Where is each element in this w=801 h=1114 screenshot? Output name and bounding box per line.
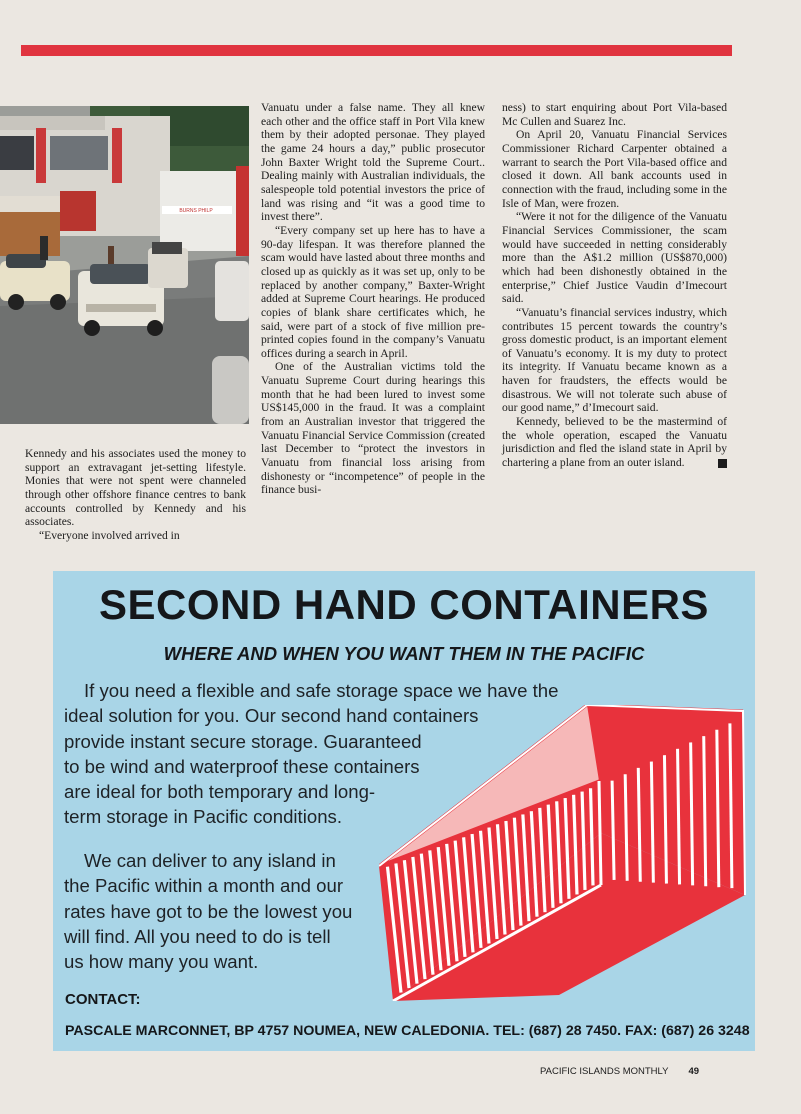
ad-title: SECOND HAND CONTAINERS	[99, 581, 709, 628]
container-door-rib	[664, 755, 666, 883]
ad-line: will find. All you need to do is tell	[64, 925, 331, 947]
article-paragraph: Kennedy and his associates used the money to support an extravagant jet-setting lifestyle. Monies that were not spent were channeled through other offshore finance centres to bank accounts controlled by Kennedy and his associates.	[25, 447, 246, 529]
article-paragraph: “Every company set up here has to have a 90-day lifespan. It was therefore planned the scam would have lasted about three months and closed up as quickly as it was set up, only to be replaced by another company,” Baxter-Wright added at Supreme Court hearings. He produced copies of blank share certificates which, he said, were part of a stock of five million pre-printed copies found in the company’s Vanuatu offices during a search in April.	[261, 223, 485, 360]
publication-name: PACIFIC ISLANDS MONTHLY	[540, 1066, 669, 1077]
ad-line: If you need a flexible and safe storage space we have the	[84, 680, 559, 701]
ad-line: the Pacific within a month and our	[64, 875, 344, 897]
container-door-rib	[651, 762, 653, 883]
container-door-rib	[678, 749, 680, 885]
top-red-rule	[21, 45, 732, 56]
ad-line: ideal solution for you. Our second hand containers	[64, 705, 479, 727]
end-of-article-mark	[718, 459, 727, 468]
ad-subtitle: WHERE AND WHEN YOU WANT THEM IN THE PACIFIC	[163, 643, 645, 664]
article-column-2	[261, 101, 485, 497]
ad-line: We can deliver to any island in	[84, 850, 336, 871]
article-paragraph: Vanuatu under a false name. They all knew each other and the office staff in Port Vila knew them by their adopted personae. They played the game 24 hours a day,” public prosecutor John Baxter Wright told the Supreme Court.. Dealing mainly with Australian individuals, the salespeople told potential investors the price of land was rising and “it was a good time to invest there”.	[261, 101, 485, 224]
article-paragraph: On April 20, Vanuatu Financial Services Commissioner Richard Carpenter obtained a warrant to search the Port Vila-based office and closed it down. All bank accounts used in connection with the fraud, including some in the Isle of Man, were frozen.	[502, 128, 727, 210]
shop-sign: BURNS PHILP	[179, 208, 213, 214]
street-photo	[0, 106, 249, 424]
article-paragraph: “Everyone involved arrived in	[39, 528, 180, 542]
ad-line: provide instant secure storage. Guaranteed	[64, 730, 422, 752]
container-door-rib	[625, 774, 627, 881]
container-advertisement	[53, 571, 755, 1051]
contact-details: PASCALE MARCONNET, BP 4757 NOUMEA, NEW CALEDONIA. TEL: (687) 28 7450. FAX: (687) 26 3248	[65, 1023, 750, 1039]
article-paragraph: ness) to start enquiring about Port Vila-based Mc Cullen and Suarez Inc.	[502, 101, 727, 128]
ad-line: are ideal for both temporary and long-	[64, 781, 376, 803]
article-final-text: Kennedy, believed to be the mastermind of the whole operation, escaped the Vanuatu jurisdiction and fled the island state in April by chartering a plane from an outer island.	[502, 415, 727, 470]
article-paragraph: “Vanuatu’s financial services industry, which contributes 15 percent towards the country’s gross domestic product, is an important element of Vanuatu’s economy. It is my duty to protect its integrity. If Vanuatu became known as a haven for fraudsters, the effects would be disastrous. We will not tolerate such abuse of our good name,” d’Imecourt said.	[502, 305, 727, 415]
container-door-rib	[691, 742, 693, 885]
ad-line: us how many you want.	[64, 951, 259, 973]
container-door-rib	[612, 781, 614, 880]
article-paragraph	[502, 415, 727, 470]
ad-paragraph-2	[64, 848, 384, 974]
contact-label: CONTACT:	[65, 991, 141, 1008]
ad-line: to be wind and waterproof these containers	[64, 755, 420, 777]
container-door-rib	[717, 730, 719, 887]
article-column-1	[25, 447, 246, 543]
article-column-3	[502, 101, 727, 470]
ad-paragraph-1	[64, 678, 564, 830]
page-number: 49	[688, 1066, 700, 1077]
container-door-rib	[638, 768, 640, 882]
page-footer	[540, 1066, 730, 1077]
article-paragraph: One of the Australian victims told the Vanuatu Supreme Court during hearings this month that he had been lured to invest some US$145,000 in the fraud. It was a complaint from an Australian investor that triggered the Vanuatu Financial Service Commission (created last December to “protect the investors in Vanuatu from financial loss arising from dishonesty or “incompetence” of people in the finance busi-	[261, 360, 485, 497]
container-door-rib	[704, 736, 706, 886]
article-paragraph: “Were it not for the diligence of the Vanuatu Financial Services Commissioner, the scam would have succeeded in netting considerably more than the A$1.2 million (US$870,000) which had been dishonestly obtained in the enterprise,” Chief Justice Vaudin d’Imecourt said.	[502, 210, 727, 306]
container-door-rib	[730, 723, 732, 888]
ad-line: rates have got to be the lowest you	[64, 900, 353, 922]
ad-line: term storage in Pacific conditions.	[64, 806, 342, 828]
